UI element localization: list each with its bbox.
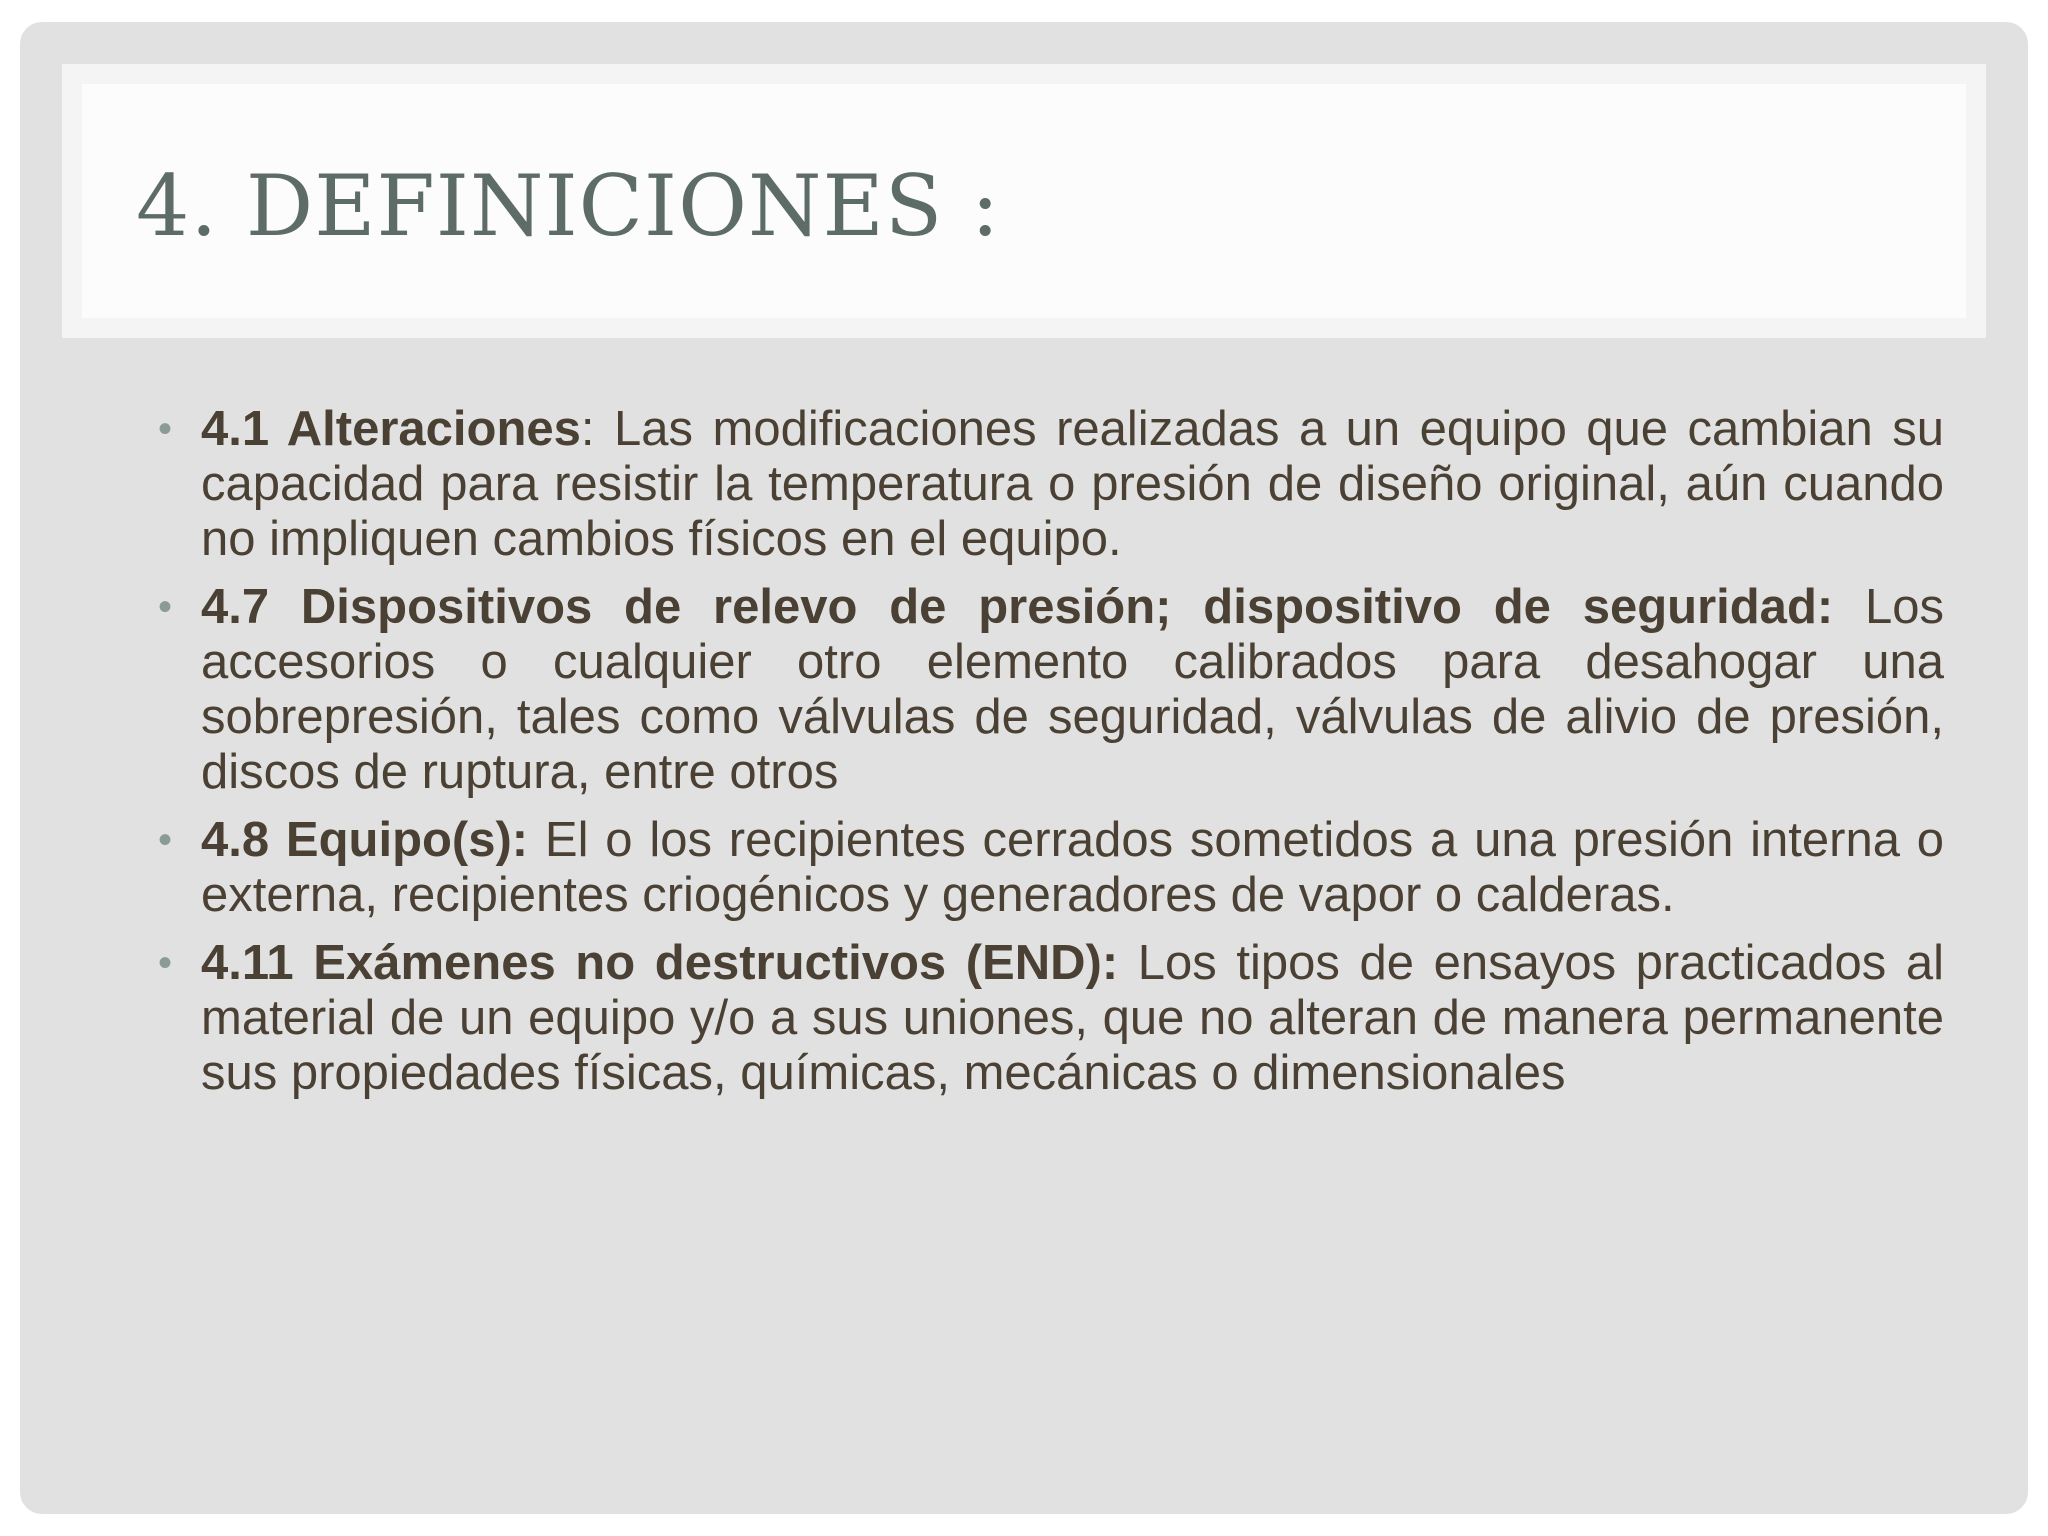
definition-term: 4.11 Exámenes no destructivos (END): xyxy=(201,936,1119,990)
bullet-icon: • xyxy=(158,818,173,862)
slide-title: 4. DEFINICIONES : xyxy=(136,157,1001,255)
bullet-icon: • xyxy=(158,941,173,985)
definition-item-dispositivos xyxy=(148,580,1944,800)
definition-term: 4.7 Dispositivos de relevo de presión; dispositivo de seguridad: xyxy=(201,580,1834,634)
definition-item-equipos xyxy=(148,813,1944,923)
definition-text: Los accesorios o cualquier otro elemento calibrados para desahogar una sobrepresión, tales como válvulas de seguridad, válvulas de alivio de presión, discos de ruptura, entre otros xyxy=(201,580,1944,799)
bullet-icon: • xyxy=(158,585,173,629)
definition-item-alteraciones xyxy=(148,402,1944,567)
definition-list xyxy=(148,402,1944,1101)
definition-text: : Las modificaciones realizadas a un equipo que cambian su capacidad para resistir la temperatura o presión de diseño original, aún cuando no impliquen cambios físicos en el equipo. xyxy=(201,402,1944,566)
definition-term: 4.1 Alteraciones xyxy=(201,402,581,456)
slide xyxy=(20,22,2028,1514)
definition-text: Los tipos de ensayos practicados al material de un equipo y/o a sus uniones, que no alteran de manera permanente sus propiedades físicas, químicas, mecánicas o dimensionales xyxy=(201,936,1944,1100)
slide-content xyxy=(148,402,1944,1114)
title-box xyxy=(62,64,1986,338)
bullet-icon: • xyxy=(158,407,173,451)
definition-item-examenes xyxy=(148,936,1944,1101)
definition-text: El o los recipientes cerrados sometidos a una presión interna o externa, recipientes criogénicos y generadores de vapor o calderas. xyxy=(201,813,1944,922)
definition-term: 4.8 Equipo(s): xyxy=(201,813,529,867)
